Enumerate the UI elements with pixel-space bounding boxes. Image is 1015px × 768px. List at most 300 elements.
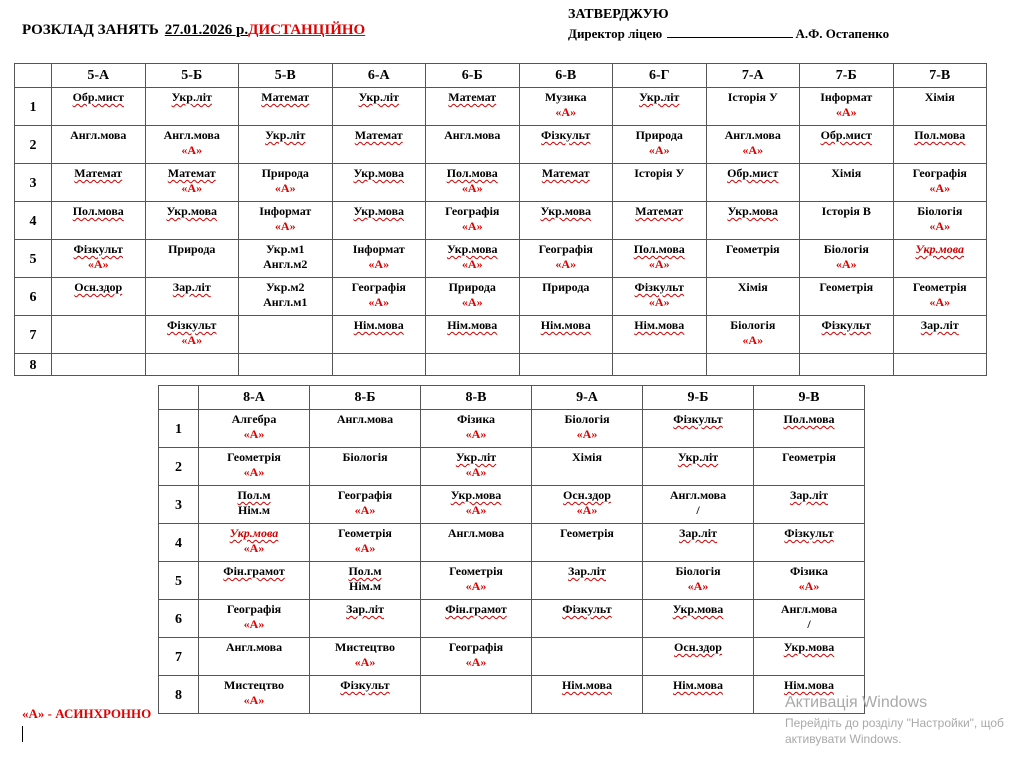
lesson-cell (643, 486, 754, 524)
table-row (15, 126, 987, 164)
subject-name: Пол.мова (72, 204, 124, 218)
subject-name: Нім.мова (634, 318, 685, 332)
subject-name: Геометрія (560, 526, 614, 540)
lesson-cell (754, 562, 865, 600)
lesson-cell (519, 126, 613, 164)
class-header: 6-Г (613, 64, 707, 88)
lesson-number: 5 (159, 562, 199, 600)
class-header: 8-Б (310, 386, 421, 410)
subject-name: Фізкульт (784, 526, 834, 540)
lesson-cell (893, 126, 987, 164)
async-mark: «А» (835, 257, 857, 271)
subject-name: Зар.літ (346, 602, 384, 616)
async-mark: «А» (555, 257, 577, 271)
subject-name: Укр.мова (229, 526, 279, 540)
lesson-cell (800, 278, 894, 316)
lesson-cell (893, 278, 987, 316)
subject-name: Англ.мова (724, 128, 781, 142)
lesson-cell (145, 164, 239, 202)
director-line (568, 26, 889, 42)
watermark-line: Перейдіть до розділу "Настройки", щоб (785, 716, 1004, 730)
lesson-cell (426, 240, 520, 278)
class-header: 8-В (421, 386, 532, 410)
subject-name: Англ.мова (336, 412, 394, 426)
subject-name: Біологія (675, 564, 721, 578)
subject-name: Фізкульт (167, 318, 217, 332)
async-mark: «А» (274, 181, 296, 195)
subject-name: Укр.мова (672, 602, 724, 616)
subject-secondary: Англ.м1 (263, 295, 308, 309)
lesson-cell (310, 524, 421, 562)
title-date: 27.01.2026 р. (164, 22, 249, 38)
subject-name: Пол.мова (783, 412, 835, 426)
lesson-cell (893, 354, 987, 376)
lesson-cell (706, 88, 800, 126)
lesson-cell (706, 278, 800, 316)
subject-name: Геометрія (819, 280, 874, 294)
async-mark: «А» (465, 655, 487, 669)
async-mark: «А» (274, 219, 296, 233)
lesson-cell (532, 524, 643, 562)
lesson-cell (239, 202, 333, 240)
lesson-cell (532, 600, 643, 638)
class-header: 5-Б (145, 64, 239, 88)
subject-name: Англ.мова (70, 128, 127, 142)
lesson-number: 5 (15, 240, 52, 278)
windows-activation-watermark (785, 694, 1004, 746)
lesson-cell (332, 202, 426, 240)
async-mark: «А» (243, 465, 265, 479)
lesson-cell (52, 126, 146, 164)
async-mark: «А» (835, 105, 857, 119)
lesson-cell (310, 486, 421, 524)
lesson-cell (239, 240, 333, 278)
lesson-cell (754, 448, 865, 486)
lesson-cell (893, 202, 987, 240)
lesson-cell (145, 354, 239, 376)
lesson-cell (310, 676, 421, 714)
table-row (159, 638, 865, 676)
lesson-cell (332, 354, 426, 376)
subject-name: Обр.мист (820, 128, 872, 142)
table-row (159, 410, 865, 448)
subject-name: Геометрія (912, 280, 967, 294)
watermark-title: Активація Windows (785, 694, 928, 711)
title-mode: ДИСТАНЦІЙНО (248, 22, 366, 38)
lesson-cell (800, 240, 894, 278)
subject-name: Математ (74, 166, 123, 180)
lesson-cell (426, 126, 520, 164)
subject-name: Інформат (259, 204, 312, 218)
schedule-table-grades-8-9 (158, 385, 865, 714)
subject-name: Нім.мова (561, 678, 613, 692)
subject-name: Англ.мова (780, 602, 838, 616)
subject-name: Пол.мова (633, 242, 685, 256)
schedule-table-grades-5-7 (14, 63, 987, 376)
director-label: Директор ліцею (568, 26, 663, 41)
lesson-cell (532, 638, 643, 676)
subject-name: Географія (448, 640, 504, 654)
lesson-number: 6 (159, 600, 199, 638)
subject-name: Укр.мова (353, 166, 405, 180)
lesson-cell (145, 88, 239, 126)
lesson-cell (52, 316, 146, 354)
legend-async: «А» - АСИНХРОННО (22, 706, 152, 721)
subject-name: Хімія (924, 90, 955, 104)
lesson-cell (426, 316, 520, 354)
lesson-cell (613, 164, 707, 202)
async-mark: «А» (181, 181, 203, 195)
class-header: 6-А (332, 64, 426, 88)
subject-name: Біологія (917, 204, 963, 218)
subject-name: Фізика (789, 564, 829, 578)
async-mark: «А» (929, 219, 951, 233)
lesson-number: 7 (15, 316, 52, 354)
lesson-cell (426, 354, 520, 376)
async-mark: «А» (555, 105, 577, 119)
subject-name: Історія В (821, 204, 871, 218)
lesson-cell (421, 410, 532, 448)
subject-name: Зар.літ (920, 318, 959, 332)
lesson-cell (800, 88, 894, 126)
lesson-cell (643, 562, 754, 600)
table-row (15, 88, 987, 126)
subject-name: Фін.грамот (223, 564, 285, 578)
subject-name: Фізкульт (562, 602, 612, 616)
class-header: 7-Б (800, 64, 894, 88)
async-mark: «А» (354, 655, 376, 669)
subject-name: Біологія (823, 242, 869, 256)
async-mark: «А» (465, 465, 487, 479)
lesson-cell (519, 354, 613, 376)
subject-name: Фізкульт (673, 412, 723, 426)
subject-name: Природа (635, 128, 683, 142)
lesson-cell (426, 278, 520, 316)
lesson-cell (426, 164, 520, 202)
subject-secondary: Нім.м (348, 579, 381, 593)
table-row (15, 202, 987, 240)
subject-name: Геометрія (782, 450, 836, 464)
page-title (22, 22, 365, 39)
async-mark: «А» (354, 503, 376, 517)
lesson-cell (643, 410, 754, 448)
subject-name: Географія (912, 166, 967, 180)
table-row (15, 354, 987, 376)
watermark-line: активувати Windows. (785, 732, 902, 746)
lesson-cell (426, 88, 520, 126)
async-mark: «А» (687, 579, 709, 593)
approval-block (568, 7, 889, 42)
lesson-cell (421, 638, 532, 676)
lesson-cell (613, 240, 707, 278)
lesson-cell (613, 354, 707, 376)
async-mark: «А» (465, 427, 487, 441)
subject-name: Нім.мова (540, 318, 591, 332)
lesson-number: 1 (15, 88, 52, 126)
async-mark: «А» (461, 295, 483, 309)
subject-name: Хімія (572, 450, 602, 464)
lesson-cell (199, 600, 310, 638)
lesson-cell (643, 676, 754, 714)
subject-name: Обр.мист (727, 166, 779, 180)
lesson-cell (310, 600, 421, 638)
subject-name: Фізкульт (73, 242, 123, 256)
subject-name: Історія У (727, 90, 778, 104)
lesson-number: 2 (15, 126, 52, 164)
subject-name: Геометрія (725, 242, 780, 256)
subject-name: Нім.мова (672, 678, 724, 692)
lesson-cell (532, 562, 643, 600)
lesson-cell (421, 562, 532, 600)
subject-name: Географія (337, 488, 393, 502)
lesson-cell (310, 448, 421, 486)
subject-name: Пол.м (348, 564, 382, 578)
lesson-cell (199, 410, 310, 448)
async-mark: «А» (576, 503, 598, 517)
lesson-cell (332, 240, 426, 278)
async-mark: «А» (243, 693, 265, 707)
subject-name: Укр.мова (540, 204, 592, 218)
lesson-cell (643, 638, 754, 676)
subject-secondary: / (696, 503, 700, 517)
table-row (159, 448, 865, 486)
lesson-cell (145, 126, 239, 164)
lesson-cell (421, 676, 532, 714)
lesson-cell (239, 88, 333, 126)
subject-name: Осн.здор (674, 640, 722, 654)
lesson-cell (613, 316, 707, 354)
class-header: 7-В (893, 64, 987, 88)
lesson-cell (199, 638, 310, 676)
lesson-cell (421, 600, 532, 638)
lesson-number: 3 (159, 486, 199, 524)
lesson-cell (239, 126, 333, 164)
subject-name: Укр.мова (446, 242, 498, 256)
lesson-cell (893, 164, 987, 202)
lesson-cell (706, 126, 800, 164)
subject-name: Геометрія (227, 450, 281, 464)
subject-name: Зар.літ (679, 526, 717, 540)
lesson-cell (893, 316, 987, 354)
lesson-cell (532, 676, 643, 714)
lesson-cell (199, 486, 310, 524)
async-mark: «А» (181, 333, 203, 347)
subject-name: Укр.літ (358, 90, 399, 104)
subject-name: Укр.літ (677, 450, 719, 464)
lesson-cell (199, 448, 310, 486)
lesson-cell (52, 202, 146, 240)
lesson-number: 3 (15, 164, 52, 202)
subject-name: Укр.літ (265, 128, 306, 142)
subject-name: Фізкульт (634, 280, 684, 294)
subject-name: Укр.м1 (265, 242, 305, 256)
lesson-cell (613, 88, 707, 126)
lesson-number: 8 (159, 676, 199, 714)
lesson-cell (426, 202, 520, 240)
subject-name: Математ (167, 166, 216, 180)
async-mark: «А» (798, 579, 820, 593)
lesson-cell (893, 88, 987, 126)
subject-name: Природа (168, 242, 216, 256)
async-mark: «А» (576, 427, 598, 441)
class-header: 5-А (52, 64, 146, 88)
lesson-cell (421, 486, 532, 524)
subject-name: Математ (261, 90, 310, 104)
async-mark: «А» (929, 295, 951, 309)
table-row (159, 676, 865, 714)
lesson-cell (754, 638, 865, 676)
subject-name: Фізкульт (821, 318, 871, 332)
table-row (15, 278, 987, 316)
lesson-cell (199, 524, 310, 562)
lesson-cell (199, 676, 310, 714)
lesson-cell (310, 562, 421, 600)
table-row (159, 486, 865, 524)
async-mark: «А» (368, 257, 390, 271)
lesson-cell (145, 316, 239, 354)
class-header: 8-А (199, 386, 310, 410)
lesson-cell (145, 202, 239, 240)
lesson-cell (52, 278, 146, 316)
lesson-number: 4 (159, 524, 199, 562)
lesson-cell (800, 164, 894, 202)
lesson-cell (52, 164, 146, 202)
subject-name: Біологія (564, 412, 610, 426)
subject-name: Мистецтво (335, 640, 395, 654)
lesson-cell (706, 354, 800, 376)
lesson-cell (800, 126, 894, 164)
subject-name: Геометрія (449, 564, 503, 578)
subject-secondary: / (807, 617, 811, 631)
lesson-cell (421, 448, 532, 486)
subject-name: Зар.літ (790, 488, 828, 502)
lesson-number: 8 (15, 354, 52, 376)
class-header: 5-В (239, 64, 333, 88)
lesson-cell (706, 202, 800, 240)
subject-name: Географія (351, 280, 406, 294)
subject-name: Англ.мова (225, 640, 283, 654)
subject-name: Фізкульт (541, 128, 591, 142)
table-header-row (15, 64, 987, 88)
lesson-cell (706, 240, 800, 278)
subject-name: Географія (538, 242, 593, 256)
subject-name: Математ (448, 90, 497, 104)
subject-name: Укр.мова (727, 204, 779, 218)
lesson-cell (519, 278, 613, 316)
subject-secondary: Нім.м (237, 503, 270, 517)
subject-name: Англ.мова (444, 128, 501, 142)
async-mark: «А» (354, 541, 376, 555)
subject-name: Англ.мова (447, 526, 505, 540)
lesson-cell (643, 524, 754, 562)
table-row (15, 164, 987, 202)
lesson-cell (532, 410, 643, 448)
subject-name: Інформат (820, 90, 873, 104)
subject-name: Хімія (831, 166, 862, 180)
lesson-number: 7 (159, 638, 199, 676)
subject-name: Природа (448, 280, 496, 294)
table-row (159, 562, 865, 600)
subject-name: Фізика (456, 412, 496, 426)
approval-label: ЗАТВЕРДЖУЮ (568, 7, 669, 22)
subject-name: Біологія (342, 450, 388, 464)
subject-name: Зар.літ (568, 564, 606, 578)
lesson-cell (613, 278, 707, 316)
lesson-cell (310, 410, 421, 448)
lesson-cell (643, 600, 754, 638)
table-row (15, 240, 987, 278)
lesson-cell (239, 278, 333, 316)
async-mark: «А» (465, 579, 487, 593)
lesson-cell (52, 88, 146, 126)
corner-cell (159, 386, 199, 410)
subject-secondary: Англ.м2 (263, 257, 308, 271)
subject-name: Осн.здор (563, 488, 611, 502)
async-mark: «А» (87, 257, 109, 271)
async-mark: «А» (465, 503, 487, 517)
subject-name: Укр.літ (455, 450, 497, 464)
class-header: 7-А (706, 64, 800, 88)
subject-name: Природа (542, 280, 590, 294)
lesson-cell (754, 600, 865, 638)
lesson-cell (239, 316, 333, 354)
lesson-cell (332, 126, 426, 164)
async-mark: «А» (929, 181, 951, 195)
lesson-cell (310, 638, 421, 676)
lesson-cell (332, 316, 426, 354)
subject-name: Математ (541, 166, 590, 180)
subject-name: Інформат (352, 242, 405, 256)
subject-name: Осн.здор (74, 280, 123, 294)
corner-cell (15, 64, 52, 88)
table-row (159, 600, 865, 638)
lesson-number: 4 (15, 202, 52, 240)
lesson-number: 6 (15, 278, 52, 316)
lesson-cell (52, 240, 146, 278)
subject-name: Обр.мист (72, 90, 124, 104)
async-mark: «А» (368, 295, 390, 309)
subject-name: Математ (354, 128, 403, 142)
class-header: 6-В (519, 64, 613, 88)
lesson-cell (800, 202, 894, 240)
title-text: РОЗКЛАД ЗАНЯТЬ (22, 22, 159, 38)
subject-name: Нім.мова (783, 678, 835, 692)
subject-name: Геометрія (338, 526, 392, 540)
subject-name: Природа (261, 166, 309, 180)
subject-name: Фізкульт (340, 678, 390, 692)
table-row (15, 316, 987, 354)
lesson-number: 2 (159, 448, 199, 486)
async-mark: «А» (648, 257, 670, 271)
lesson-cell (754, 486, 865, 524)
lesson-cell (800, 316, 894, 354)
async-mark: «А» (181, 143, 203, 157)
subject-name: Нім.мова (447, 318, 498, 332)
class-header: 9-А (532, 386, 643, 410)
lesson-cell (754, 410, 865, 448)
subject-name: Біологія (730, 318, 776, 332)
subject-name: Укр.мова (450, 488, 502, 502)
subject-name: Географія (226, 602, 282, 616)
lesson-cell (421, 524, 532, 562)
subject-name: Укр.мова (915, 242, 965, 256)
async-mark: «А» (243, 427, 265, 441)
lesson-number: 1 (159, 410, 199, 448)
subject-name: Укр.мова (353, 204, 405, 218)
subject-name: Укр.м2 (265, 280, 305, 294)
signature-line (667, 27, 793, 38)
lesson-cell (532, 448, 643, 486)
